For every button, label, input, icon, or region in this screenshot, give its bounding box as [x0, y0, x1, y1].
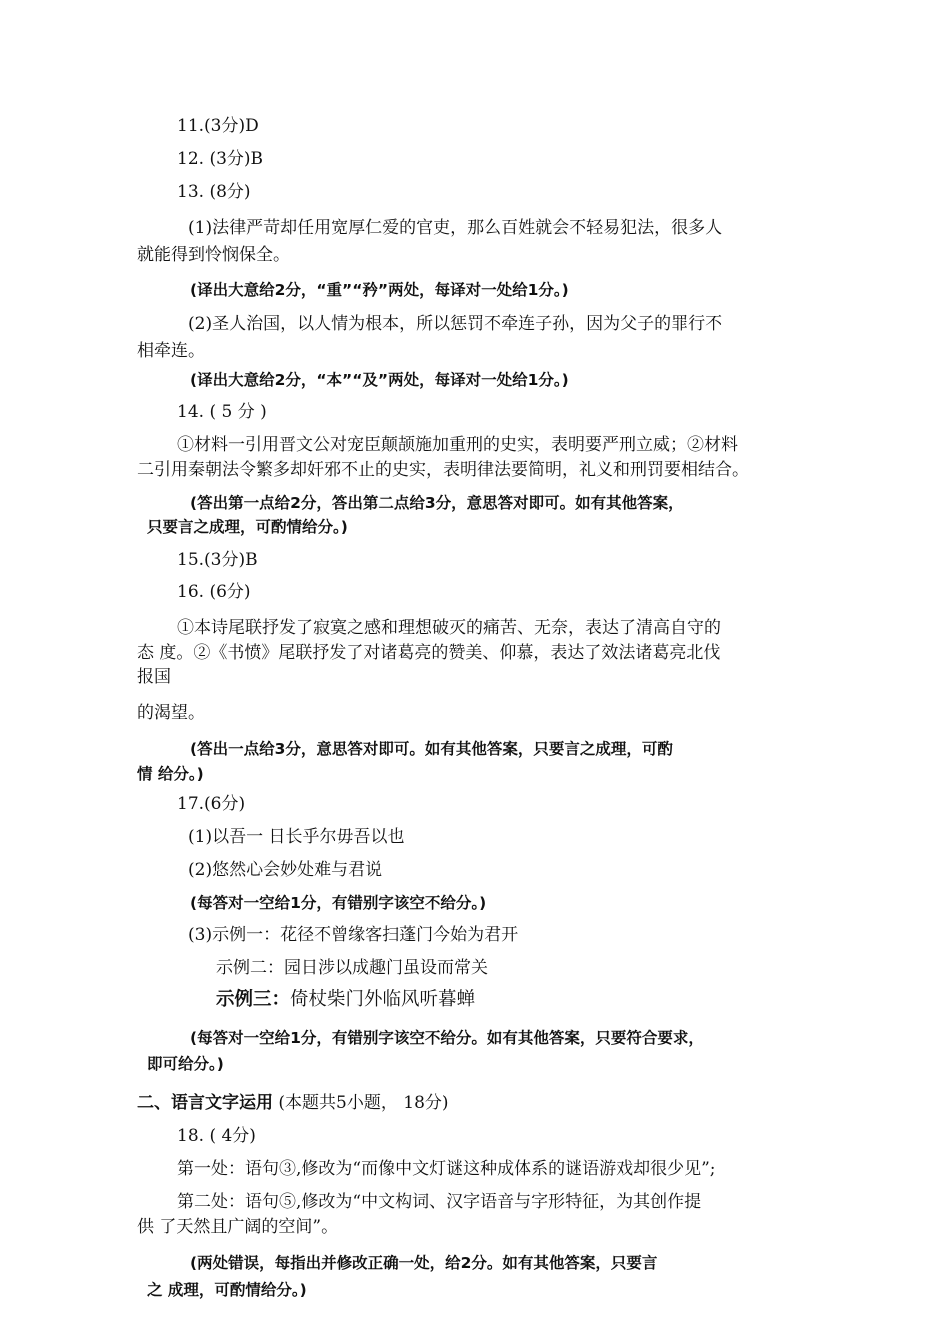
q16-scoring-note-line1: (答出一点给3分，意思答对即可。如有其他答案，只要言之成理，可酌: [190, 740, 673, 758]
q17-header: 17.(6分): [177, 794, 246, 814]
q16-header: 16. (6分): [177, 582, 251, 602]
q11-answer: 11.(3分)D: [177, 116, 259, 136]
q18-scoring-note-line1: (两处错误，每指出并修改正确一处，给2分。如有其他答案，只要言: [190, 1254, 658, 1272]
q17-scoring-note-2-line1: (每答对一空给1分，有错别字该空不给分。如有其他答案，只要符合要求，: [190, 1029, 704, 1047]
q17-scoring-note-1: (每答对一空给1分，有错别字该空不给分。): [190, 894, 487, 912]
q14-scoring-note-line2: 只要言之成理，可酌情给分。): [147, 518, 348, 536]
q13-part1-line1: (1)法律严苛却任用宽厚仁爱的官吏，那么百姓就会不轻易犯法，很多人: [188, 218, 723, 238]
q16-answer-line4: 的渴望。: [137, 703, 205, 723]
q17-example-1: (3)示例一：花径不曾缘客扫蓬门今始为君开: [188, 925, 519, 945]
q13-scoring-note-1: (译出大意给2分，“重”“矜”两处，每译对一处给1分。): [190, 281, 569, 299]
section-2-description: (本题共5小题， 18分): [278, 1093, 449, 1113]
q17-answer-2: (2)悠然心会妙处难与君说: [188, 860, 383, 880]
q13-part2-line2: 相牵连。: [137, 341, 205, 361]
q17-example-3-text: 倚杖柴门外临风听暮蝉: [290, 989, 476, 1010]
q14-answer-line2: 二引用秦朝法令繁多却奸邪不止的史实，表明律法要简明，礼义和刑罚要相结合。: [137, 460, 749, 480]
q16-answer-line2: 态 度。②《书愤》尾联抒发了对诸葛亮的赞美、仰慕，表达了效法诸葛亮北伐: [137, 643, 721, 663]
q13-part2-line1: (2)圣人治国，以人情为根本，所以惩罚不牵连子孙，因为父子的罪行不: [188, 314, 723, 334]
q18-scoring-note-line2: 之 成理，可酌情给分。): [147, 1281, 307, 1299]
section-2-heading: [137, 1092, 449, 1114]
q13-part1-line2: 就能得到怜悯保全。: [137, 245, 290, 265]
q16-answer-line1: ①本诗尾联抒发了寂寞之感和理想破灭的痛苦、无奈，表达了清高自守的: [177, 618, 721, 638]
section-2-title: 二、语言文字运用: [137, 1093, 273, 1113]
q14-answer-line1: ①材料一引用晋文公对宠臣颠颉施加重刑的史实，表明要严刑立威；②材料: [177, 435, 738, 455]
q16-scoring-note-line2: 情 给分。): [137, 765, 204, 783]
q17-answer-1: (1)以吾一 日长乎尔毋吾以也: [188, 827, 405, 847]
q17-example-2: 示例二：园日涉以成趣门虽设而常关: [216, 958, 488, 978]
q14-header: 14. ( 5 分 ): [177, 402, 267, 422]
q17-scoring-note-2-line2: 即可给分。): [147, 1055, 224, 1073]
q17-example-3: [216, 989, 475, 1011]
q18-answer-line2: 第二处：语句⑤,修改为“中文构词、汉字语音与字形特征，为其创作提: [177, 1192, 702, 1212]
q18-answer-line3: 供 了天然且广阔的空间”。: [137, 1217, 339, 1237]
q13-scoring-note-2: (译出大意给2分，“本”“及”两处，每译对一处给1分。): [190, 371, 569, 389]
q14-scoring-note-line1: (答出第一点给2分，答出第二点给3分，意思答对即可。如有其他答案，: [190, 494, 684, 512]
q15-answer: 15.(3分)B: [177, 550, 258, 570]
q12-answer: 12. (3分)B: [177, 149, 264, 169]
q13-header: 13. (8分): [177, 182, 251, 202]
q18-header: 18. ( 4分): [177, 1126, 256, 1146]
q18-answer-line1: 第一处：语句③,修改为“而像中文灯谜这种成体系的谜语游戏却很少见”;: [177, 1159, 716, 1179]
q16-answer-line3: 报国: [137, 667, 171, 687]
q17-example-3-label: 示例三：: [216, 989, 291, 1010]
